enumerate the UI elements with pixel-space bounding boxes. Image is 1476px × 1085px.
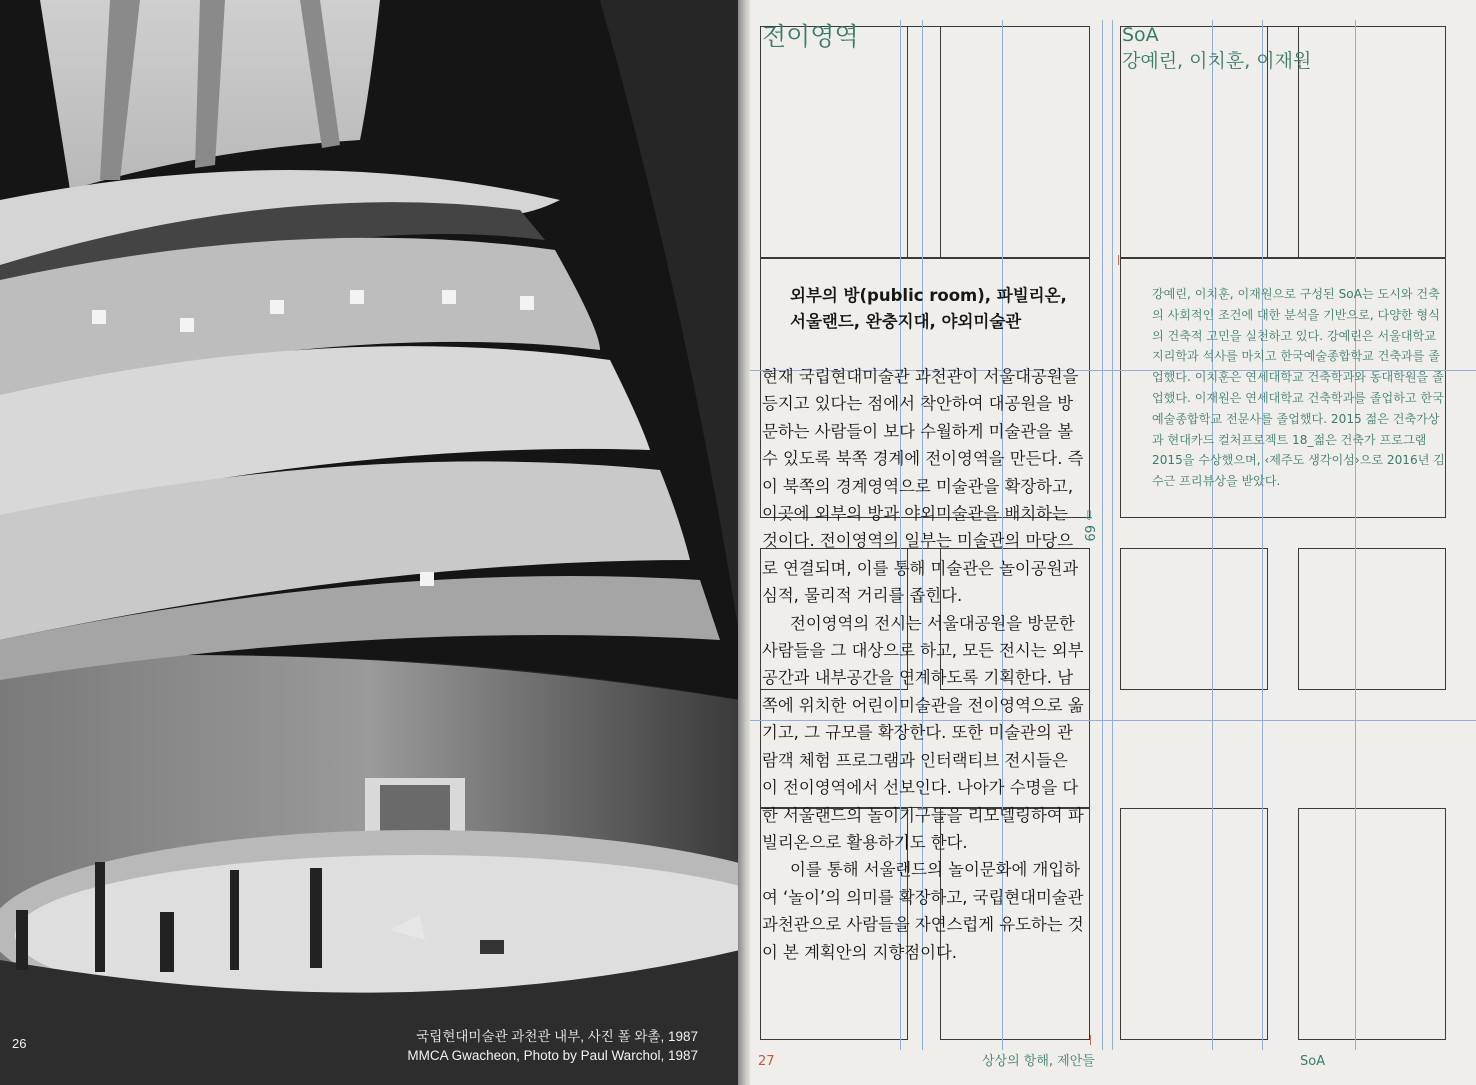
article-title: 전이영역: [762, 22, 859, 51]
guide-mark: [1090, 1035, 1091, 1045]
body-text: [762, 363, 1088, 966]
guide-line: [1262, 20, 1263, 1050]
grid-frame: [940, 26, 1090, 258]
guide-line: [1102, 20, 1103, 1050]
author-names: 강예린, 이치훈, 이재원: [1122, 50, 1312, 72]
photo-caption: [407, 1027, 698, 1065]
page-number: 27: [758, 1054, 775, 1069]
page-reference-text: ⇨ 69: [1081, 510, 1096, 542]
grid-frame: [760, 26, 908, 258]
guide-line: [1355, 20, 1356, 1050]
grid-frame: [1298, 548, 1446, 690]
right-page: [750, 0, 1476, 1085]
grid-frame: [1298, 26, 1446, 258]
footer-author: SoA: [1300, 1054, 1326, 1069]
author-block: [1122, 22, 1311, 74]
author-group: SoA: [1122, 24, 1159, 46]
guide-mark: [1118, 255, 1119, 265]
keywords-subhead: [790, 283, 1120, 335]
body-paragraph: 현재 국립현대미술관 과천관이 서울대공원을 등지고 있다는 점에서 착안하여 대공원을 방문하는 사람들이 보다 수월하게 미술관을 볼 수 있도록 북쪽 경계에 전이영역을 만든다. 즉 이 북쪽의 경계영역으로 미술관을 확장하고, 이곳에 외부의 방과 야외미술관을 배치하는 것이다. 전이영역의 일부는 미술관의 마당으로 연결되며, 이를 통해 미술관은 놀이공원과 심적, 물리적 거리를 좁힌다.: [762, 367, 1084, 606]
body-paragraph: 이를 통해 서울랜드의 놀이문화에 개입하여 ‘놀이’의 의미를 확장하고, 국립현대미술관 과천관으로 사람들을 자연스럽게 유도하는 것이 본 계획안의 지향점이다.: [762, 860, 1084, 962]
page-reference: [1081, 510, 1096, 570]
grid-frame: [1120, 548, 1268, 690]
guide-line: [1112, 20, 1113, 1050]
guide-line: [1212, 20, 1213, 1050]
caption-english: MMCA Gwacheon, Photo by Paul Warchol, 1987: [407, 1048, 698, 1063]
caption-korean: 국립현대미술관 과천관 내부, 사진 폴 와촐, 1987: [416, 1029, 698, 1044]
subhead-line: 서울랜드, 완충지대, 야외미술관: [790, 312, 1022, 331]
grid-frame: [1298, 808, 1446, 1040]
body-paragraph: 전이영역의 전시는 서울대공원을 방문한 사람들을 그 대상으로 하고, 모든 전시는 외부공간과 내부공간을 연계하도록 기획한다. 남쪽에 위치한 어린이미술관을 전이영역으로 옮기고, 그 규모를 확장한다. 또한 미술관의 관람객 체험 프로그램과 인터랙티브 전시들은 이 전이영역에서 선보인다. 나아가 수명을 다한 서울랜드의 놀이기구들을 리모델링하여 파빌리온으로 활용하기도 한다.: [762, 613, 1084, 852]
footer-section-title: 상상의 항해, 제안들: [982, 1054, 1095, 1069]
subhead-line: 외부의 방(public room), 파빌리온,: [790, 286, 1067, 305]
page-number: 26: [12, 1036, 27, 1051]
grid-frame: [1120, 808, 1268, 1040]
author-bio: 강예린, 이치훈, 이재원으로 구성된 SoA는 도시와 건축의 사회적인 조건에 대한 분석을 기반으로, 다양한 형식의 건축적 고민을 실천하고 있다. 강예린은 서울대학교 지리학과 석사를 마치고 한국예술종합학교 건축과를 졸업했다. 이치훈은 연세대학교 건축학과와 동대학원을 졸업했다. 이재원은 연세대학교 건축학과를 졸업하고 한국예술종합학교 전문사를 졸업했다. 2015 젊은 건축가상과 현대카드 컬처프로젝트 18_젊은 건축가 프로그램 2015을 수상했으며, ‹제주도 생각이섬›으로 2016년 김수근 프리뷰상을 받았다.: [1152, 287, 1445, 489]
